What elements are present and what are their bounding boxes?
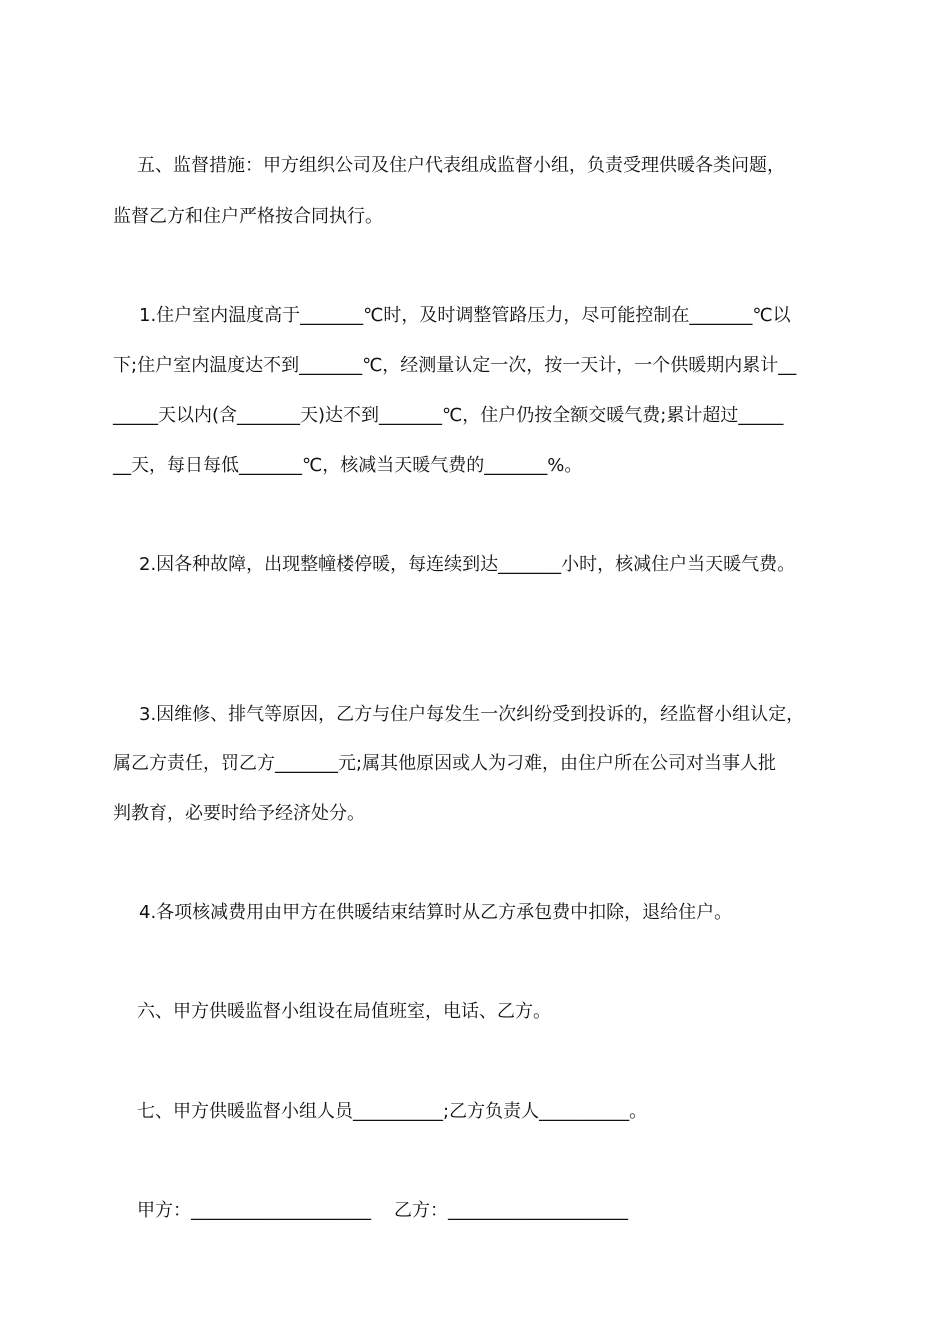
section7-line1: 七、甲方供暖监督小组人员__________;乙方负责人__________。 xyxy=(137,1101,648,1122)
section5-line2: 监督乙方和住户严格按合同执行。 xyxy=(113,206,383,227)
item4-line1: 4.各项核减费用由甲方在供暖结束结算时从乙方承包费中扣除，退给住户。 xyxy=(139,902,733,923)
item1-line4: __天，每日每低_______℃，核减当天暖气费的_______%。 xyxy=(113,455,583,476)
item2-line1: 2.因各种故障，出现整幢楼停暖，每连续到达_______小时，核减住户当天暖气费。 xyxy=(139,554,796,575)
item3-line2: 属乙方责任，罚乙方_______元;属其他原因或人为刁难，由住户所在公司对当事人批 xyxy=(113,753,777,774)
signature-party-a: 甲方：____________________ xyxy=(137,1200,371,1221)
item1-line2: 下;住户室内温度达不到_______℃，经测量认定一次，按一天计，一个供暖期内累计__ xyxy=(113,355,797,376)
section6-line1: 六、甲方供暖监督小组设在局值班室，电话、乙方。 xyxy=(137,1001,551,1022)
item1-line3: _____天以内(含_______天)达不到_______℃，住户仍按全额交暖气费;累计超过_____ xyxy=(113,405,784,426)
section5-line1: 五、监督措施：甲方组织公司及住户代表组成监督小组，负责受理供暖各类问题， xyxy=(137,155,785,176)
item3-line1: 3.因维修、排气等原因，乙方与住户每发生一次纠纷受到投诉的，经监督小组认定， xyxy=(139,704,805,725)
item3-line3: 判教育，必要时给予经济处分。 xyxy=(113,803,365,824)
item1-line1: 1.住户室内温度高于_______℃时，及时调整管路压力，尽可能控制在_______℃以 xyxy=(139,305,791,326)
signature-party-b: 乙方：____________________ xyxy=(394,1200,628,1221)
